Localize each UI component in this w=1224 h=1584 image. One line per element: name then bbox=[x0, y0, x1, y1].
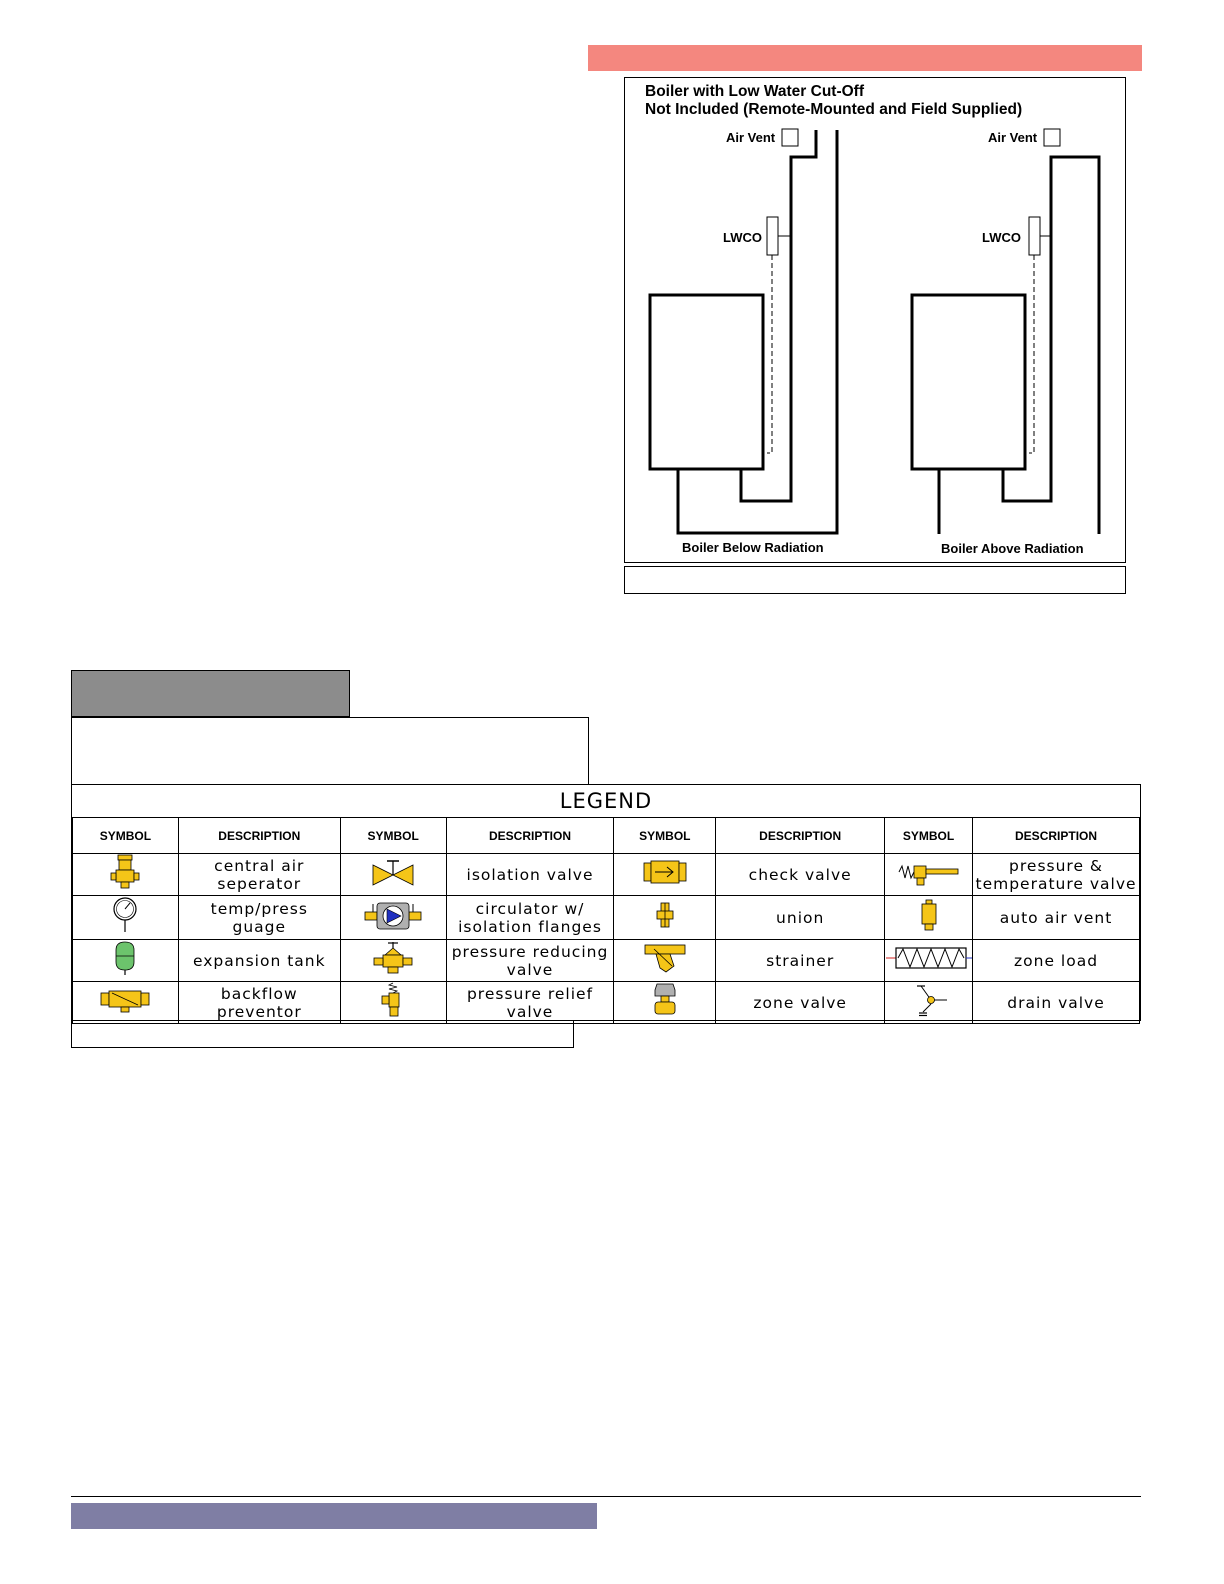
diagram-title-line1: Boiler with Low Water Cut-Off bbox=[645, 83, 864, 100]
isolation-valve-icon bbox=[371, 857, 415, 887]
symbol-cell bbox=[614, 982, 716, 1024]
lwco-wire bbox=[767, 255, 772, 453]
symbol-cell bbox=[885, 896, 973, 940]
description-cell: check valve bbox=[716, 854, 885, 896]
check-valve-icon bbox=[643, 857, 687, 887]
diagram-title-line2: Not Included (Remote-Mounted and Field Supplied) bbox=[645, 101, 1023, 118]
backflow-preventor-icon bbox=[100, 987, 150, 1013]
description-cell: auto air vent bbox=[973, 896, 1140, 940]
description-cell: strainer bbox=[716, 940, 885, 982]
zone-load-icon bbox=[886, 945, 972, 971]
lwco-label-right: LWCO bbox=[982, 230, 1021, 245]
boiler-below-radiation-diagram bbox=[650, 129, 837, 533]
symbol-cell bbox=[614, 854, 716, 896]
symbol-cell bbox=[73, 896, 179, 940]
lwco-wire bbox=[1029, 255, 1034, 453]
description-cell: pressure reducing valve bbox=[446, 940, 614, 982]
legend-table bbox=[72, 817, 1140, 1024]
description-cell: zone load bbox=[973, 940, 1140, 982]
air-vent-label-right: Air Vent bbox=[988, 130, 1038, 145]
boiler-left bbox=[650, 295, 763, 469]
air-vent-icon bbox=[1044, 129, 1060, 146]
header-cell: SYMBOL bbox=[885, 818, 973, 854]
description-cell: zone valve bbox=[716, 982, 885, 1024]
return-pipe-left bbox=[678, 130, 837, 533]
air-vent-label-left: Air Vent bbox=[726, 130, 776, 145]
symbol-cell bbox=[73, 982, 179, 1024]
table-row bbox=[73, 982, 1140, 1024]
symbol-cell bbox=[614, 896, 716, 940]
lwco-icon bbox=[1029, 217, 1040, 255]
header-cell: SYMBOL bbox=[73, 818, 179, 854]
legend-caption-box bbox=[71, 1021, 574, 1048]
section-text-box bbox=[71, 717, 589, 784]
symbol-cell bbox=[340, 940, 446, 982]
description-cell: expansion tank bbox=[178, 940, 340, 982]
description-cell: pressure relief valve bbox=[446, 982, 614, 1024]
union-icon bbox=[655, 902, 675, 928]
pressure-temperature-valve-icon bbox=[897, 857, 961, 887]
pressure-reducing-valve-icon bbox=[373, 941, 413, 975]
expansion-tank-icon bbox=[113, 940, 137, 976]
symbol-cell bbox=[614, 940, 716, 982]
header-cell: DESCRIPTION bbox=[716, 818, 885, 854]
description-cell: temp/press guage bbox=[178, 896, 340, 940]
central-air-separator-icon bbox=[110, 854, 140, 890]
description-cell: pressure & temperature valve bbox=[973, 854, 1140, 896]
piping-diagram bbox=[625, 78, 1127, 564]
caption-right: Boiler Above Radiation bbox=[941, 541, 1084, 556]
footer-band bbox=[71, 1503, 597, 1529]
auto-air-vent-icon bbox=[918, 899, 940, 931]
symbol-cell bbox=[885, 982, 973, 1024]
header-band bbox=[588, 45, 1142, 71]
temp-press-gauge-icon bbox=[110, 896, 140, 934]
supply-pipe-left bbox=[741, 130, 816, 501]
lwco-icon bbox=[767, 217, 778, 255]
legend-table-container bbox=[71, 784, 1141, 1021]
circulator-icon bbox=[364, 898, 422, 932]
table-row bbox=[73, 940, 1140, 982]
header-cell: DESCRIPTION bbox=[446, 818, 614, 854]
description-cell: circulator w/ isolation flanges bbox=[446, 896, 614, 940]
description-cell: drain valve bbox=[973, 982, 1140, 1024]
lwco-diagram bbox=[624, 77, 1126, 563]
description-cell: central air seperator bbox=[178, 854, 340, 896]
boiler-right bbox=[912, 295, 1025, 469]
drain-valve-icon bbox=[909, 982, 949, 1018]
boiler-above-radiation-diagram bbox=[912, 129, 1099, 534]
header-cell: SYMBOL bbox=[340, 818, 446, 854]
strainer-icon bbox=[644, 942, 686, 974]
symbol-cell bbox=[340, 896, 446, 940]
caption-left: Boiler Below Radiation bbox=[682, 540, 824, 555]
legend-header-row bbox=[73, 818, 1140, 854]
header-cell: SYMBOL bbox=[614, 818, 716, 854]
symbol-cell bbox=[340, 982, 446, 1024]
legend-title: LEGEND bbox=[559, 789, 653, 813]
lwco-label-left: LWCO bbox=[723, 230, 762, 245]
air-vent-icon bbox=[782, 129, 798, 146]
header-cell: DESCRIPTION bbox=[178, 818, 340, 854]
zone-valve-icon bbox=[651, 982, 679, 1018]
symbol-cell bbox=[885, 854, 973, 896]
supply-pipe-right bbox=[1003, 157, 1099, 534]
table-row bbox=[73, 896, 1140, 940]
description-cell: backflow preventor bbox=[178, 982, 340, 1024]
section-heading-tab bbox=[71, 670, 350, 717]
description-cell: isolation valve bbox=[446, 854, 614, 896]
symbol-cell bbox=[73, 940, 179, 982]
symbol-cell bbox=[340, 854, 446, 896]
footer-rule bbox=[71, 1496, 1141, 1497]
table-row bbox=[73, 854, 1140, 896]
header-cell: DESCRIPTION bbox=[973, 818, 1140, 854]
pressure-relief-valve-icon bbox=[380, 982, 406, 1018]
symbol-cell bbox=[885, 940, 973, 982]
symbol-cell bbox=[73, 854, 179, 896]
description-cell: union bbox=[716, 896, 885, 940]
figure-caption-box bbox=[624, 566, 1126, 594]
